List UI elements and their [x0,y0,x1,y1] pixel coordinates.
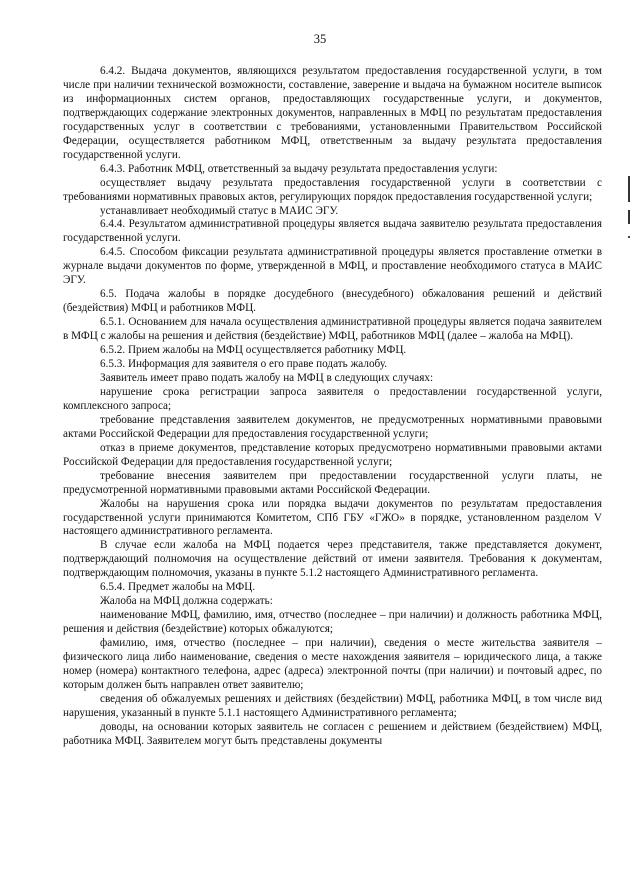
list-item: наименование МФЦ, фамилию, имя, отчество (последнее – при наличии) и должность работника МФЦ, решения и действия (бездействие) которых обжалуются; [63,609,602,636]
paragraph: осуществляет выдачу результата предоставления государственной услуги в соответствии с требованиями нормативных правовых актов, регулирующих порядок предоставления государственной услуги; [63,176,602,203]
paragraph: Жалоба на МФЦ должна содержать: [100,595,273,608]
paragraph-6-5: 6.5. Подача жалобы в порядке досудебного (внесудебного) обжалования решений и действий (бездействия) МФЦ и работников МФЦ. [63,288,602,315]
list-item: требование представления заявителем документов, не предусмотренных нормативными правовыми актами Российской Федерации для предоставления государственной услуги; [63,413,602,440]
paragraph-6-5-3: 6.5.3. Информация для заявителя о его праве подать жалобу. [100,358,388,371]
list-item: нарушение срока регистрации запроса заявителя о предоставлении государственной услуги, комплексного запроса; [63,385,602,412]
list-item: доводы, на основании которых заявитель не согласен с решением и действием (бездействием) МФЦ, работника МФЦ. Заявителем могут быть представлены документы [63,720,602,747]
paragraph-6-4-5: 6.4.5. Способом фиксации результата административной процедуры является проставление отметки в журнале выдачи документов по форме, утвержденной в МФЦ, и проставление необходимого статуса в МАИС ЭГУ. [63,246,602,287]
scan-margin-mark [628,210,630,224]
list-item: фамилию, имя, отчество (последнее – при наличии), сведения о месте жительства заявителя – физического лица либо наименование, сведения о месте нахождения заявителя – юридического лица, а также номер (номера) контактного телефона, адрес (адреса) электронной почты (при наличии) и почтовый адрес, по которым должен быть направлен ответ заявителю; [63,637,602,691]
paragraph: Заявитель имеет право подать жалобу на МФЦ в следующих случаях: [100,371,434,384]
paragraph-6-5-1: 6.5.1. Основанием для начала осуществления административной процедуры является подача заявителем в МФЦ с жалобы на решения и действия (бездействие) МФЦ, работников МФЦ (далее – жалоба на МФЦ). [63,316,602,343]
paragraph-6-5-4: 6.5.4. Предмет жалобы на МФЦ. [100,581,256,594]
paragraph-6-4-4: 6.4.4. Результатом административной процедуры является выдача заявителю результата предоставления государственной услуги. [63,218,602,245]
paragraph: В случае если жалоба на МФЦ подается через представителя, также представляется документ, подтверждающий полномочия на осуществление действий от имени заявителя. Требования к документам, подтверждающим полномочия, указаны в пункте 5.1.2 настоящего Административного регламента. [63,539,602,580]
list-item: требование внесения заявителем при предоставлении государственной услуги платы, не предусмотренной нормативными правовыми актами Российской Федерации. [63,469,602,496]
paragraph-6-5-2: 6.5.2. Прием жалобы на МФЦ осуществляется работнику МФЦ. [100,344,407,357]
list-item: сведения об обжалуемых решениях и действиях (бездействии) МФЦ, работника МФЦ, в том числе вид нарушения, указанный в пункте 5.1.1 настоящего Административного регламента; [63,692,602,719]
paragraph: устанавливает необходимый статус в МАИС ЭГУ. [100,204,339,217]
paragraph: Жалобы на нарушения срока или порядка выдачи документов по результатам предоставления государственной услуги принимаются Комитетом, СПб ГБУ «ГЖО» в порядке, установленном разделом V настоящего административного регламента. [63,497,602,538]
document-body [63,65,602,749]
scan-margin-dot [628,236,630,238]
paragraph-6-4-3: 6.4.3. Работник МФЦ, ответственный за выдачу результата предоставления услуги: [100,162,498,175]
page-number: 35 [313,32,327,46]
paragraph-6-4-2: 6.4.2. Выдача документов, являющихся результатом предоставления государственной услуги, в том числе при наличии технической возможности, составление, заверение и выдача на бумажном носителе выписок из информационных систем органов, предоставляющих государственные услуги, и документов, подтверждающих содержание электронных документов, направленных в МФЦ по результатам предоставления государственных услуг в соответствии с требованиями, установленными Правительством Российской Федерации, осуществляется работником МФЦ, ответственным за выдачу результата предоставления государственной услуги. [63,65,602,161]
list-item: отказ в приеме документов, представление которых предусмотрено нормативными правовыми актами Российской Федерации для предоставления государственной услуги; [63,441,602,468]
scan-margin-mark [628,176,630,202]
